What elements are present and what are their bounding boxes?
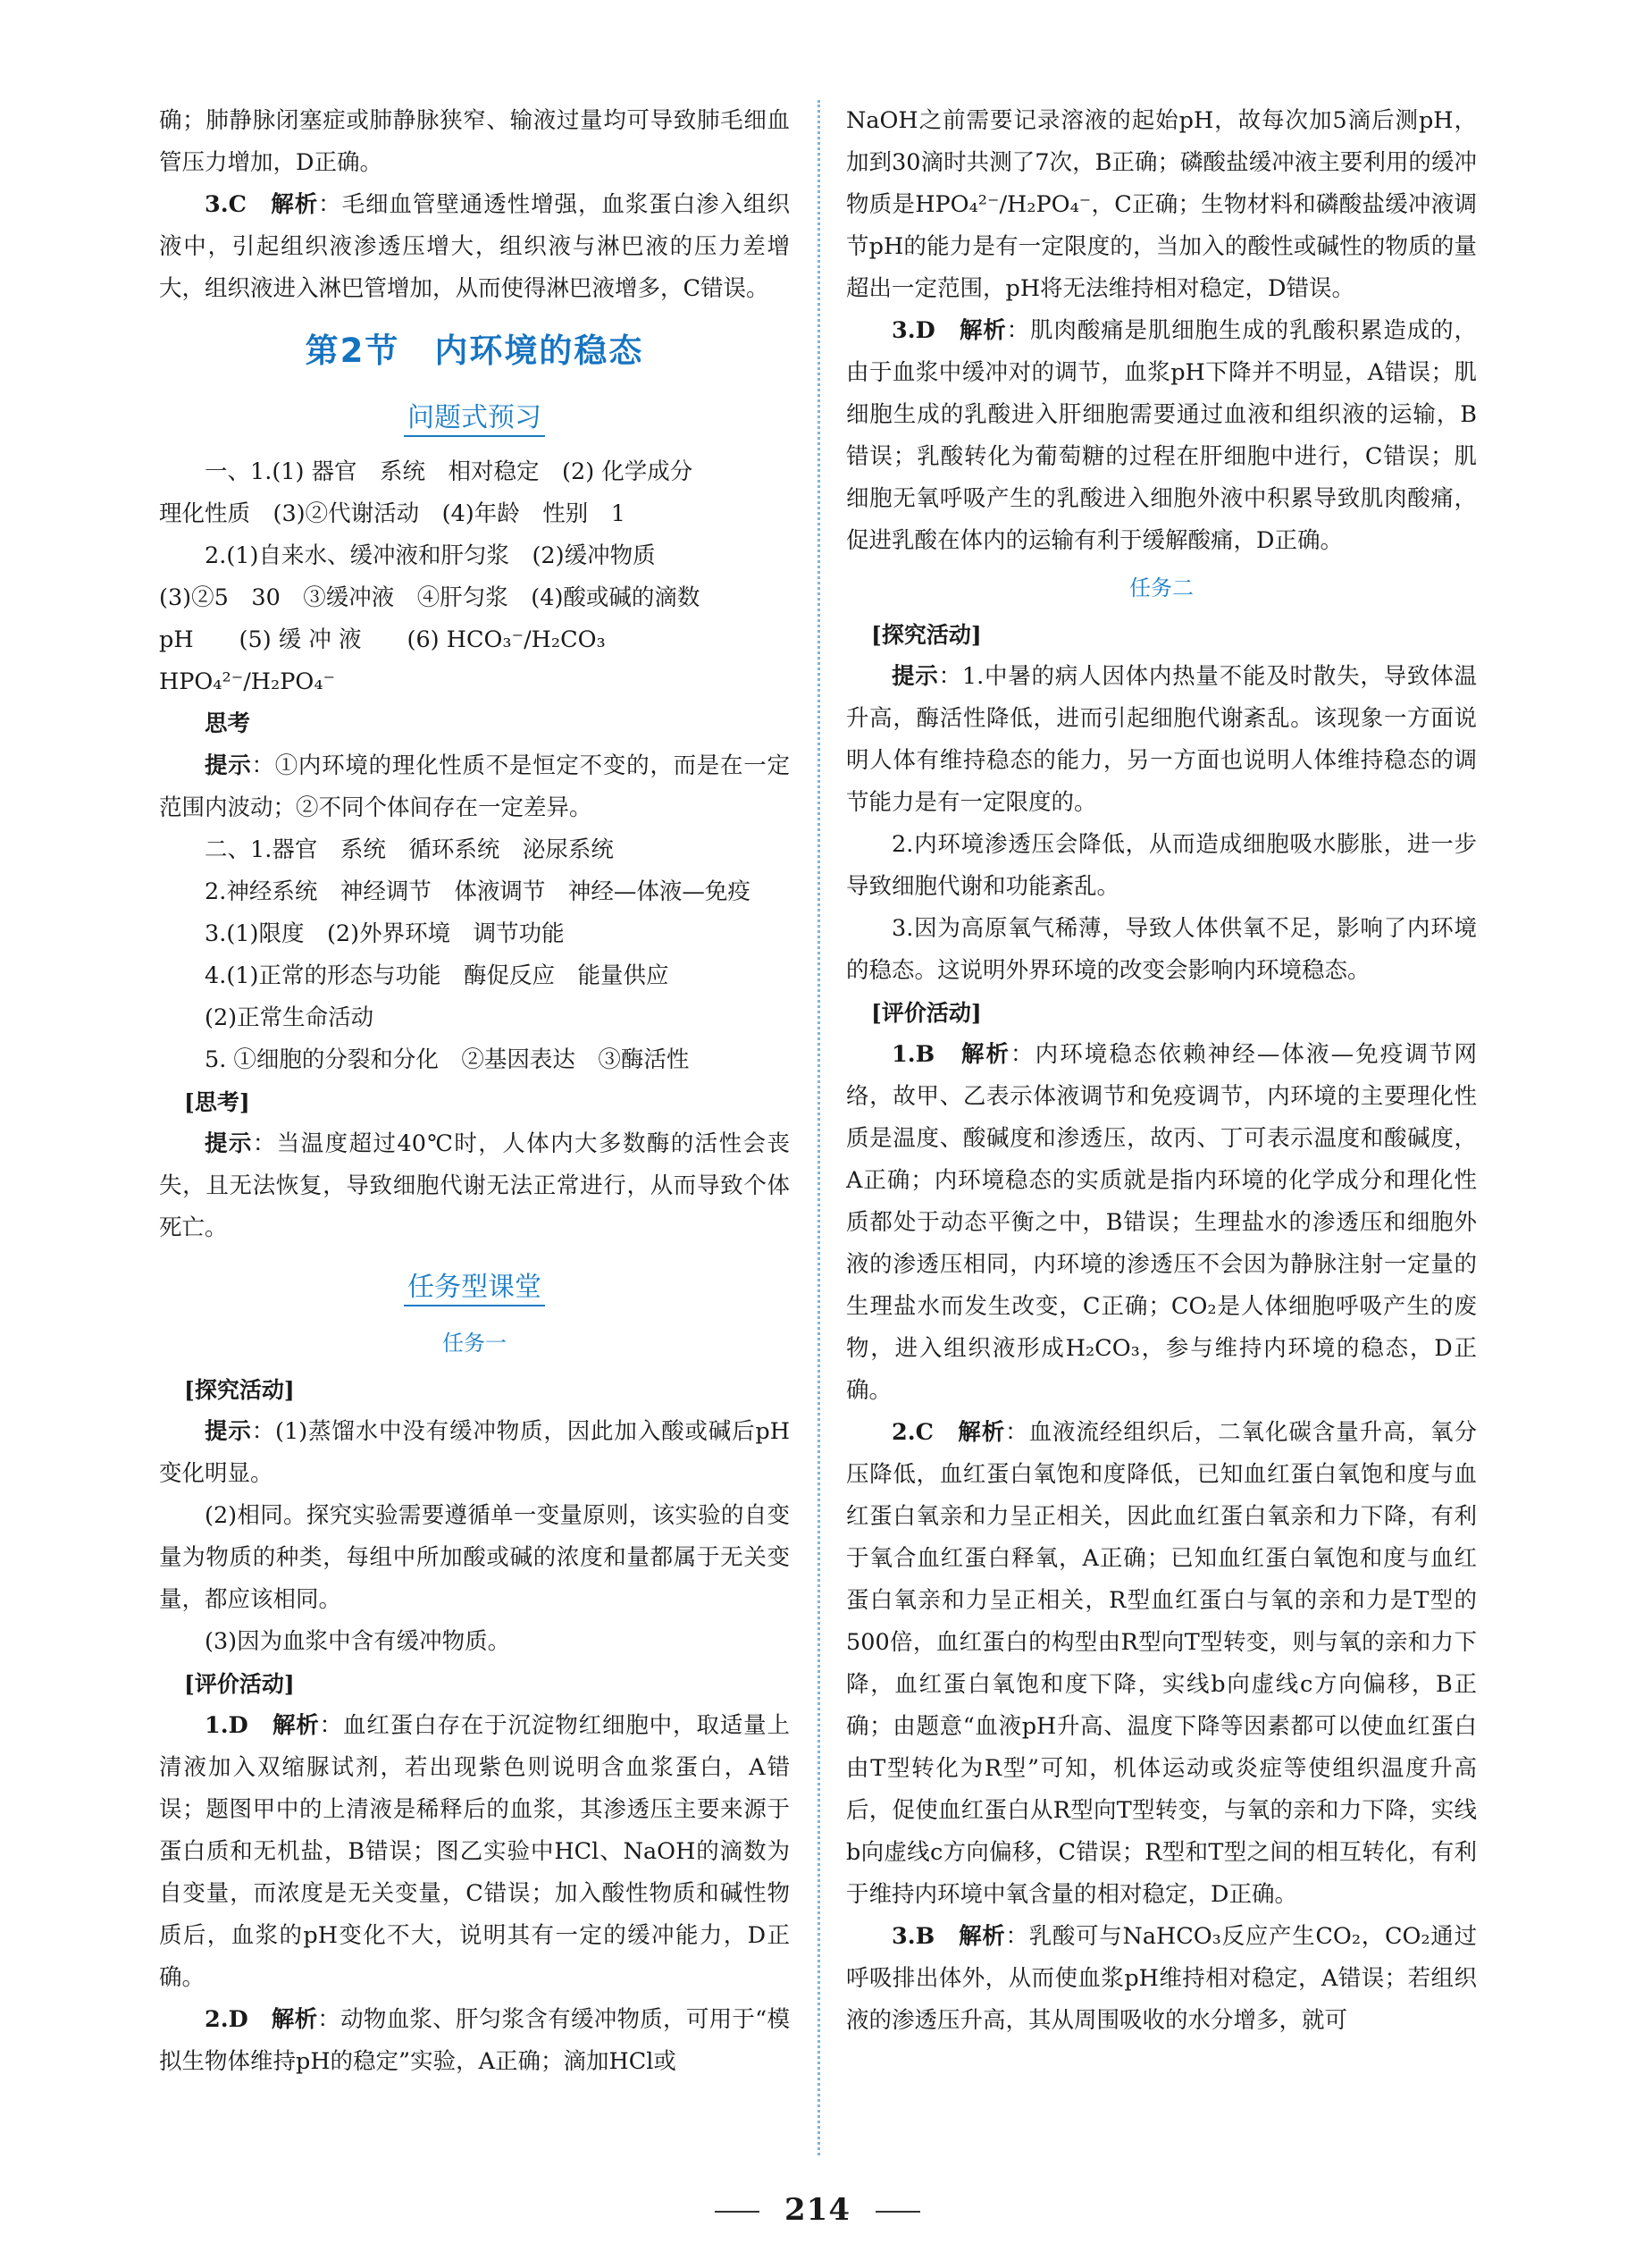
hint-label: 提示 — [205, 1130, 253, 1157]
page-number: 214 — [784, 2192, 851, 2228]
hint-paragraph: (2)相同。探究实验需要遵循单一变量原则，该实验的自变量为物质的种类，每组中所加酸或碱的浓度和量都属于无关变量，都应该相同。 — [159, 1502, 790, 1613]
answer-number: 1.B — [892, 1041, 935, 1068]
answer-text: ：乳酸可与NaHCO₃反应产生CO₂，CO₂通过呼吸排出体外，从而使血浆pH维持相对稳定，A错误；若组织液的渗透压升高，其从周围吸收的水分增多，就可 — [846, 1923, 1477, 2034]
answer-number: 2.C — [892, 1419, 934, 1446]
answer-line: 4.(1)正常的形态与功能 酶促反应 能量供应 — [205, 962, 669, 989]
answer-line: 理化性质 (3)②代谢活动 (4)年龄 性别 1 — [159, 500, 625, 527]
answer-line: 5. ①细胞的分裂和分化 ②基因表达 ③酶活性 — [205, 1046, 690, 1073]
subtitle-classroom — [159, 1265, 790, 1310]
footer-rule — [715, 2211, 759, 2213]
subtitle-text: 任务型课堂 — [404, 1272, 545, 1306]
column-divider — [818, 100, 820, 2155]
explore-heading: [探究活动] — [871, 622, 982, 648]
hint-label: 提示 — [892, 663, 939, 690]
answer-line: 2.神经系统 神经调节 体液调节 神经—体液—免疫 — [205, 878, 750, 905]
eval-heading: [评价活动] — [871, 1000, 982, 1026]
answer-line: 一、1.(1) 器官 系统 相对稳定 (2) 化学成分 — [205, 458, 693, 485]
answer-3c — [159, 184, 790, 310]
answer-line: 二、1.器官 系统 循环系统 泌尿系统 — [205, 836, 614, 863]
subtitle-preview — [159, 396, 790, 441]
analysis-label: 解析 — [271, 2006, 318, 2033]
answer-text: ：内环境稳态依赖神经—体液—免疫调节网络，故甲、乙表示体液调节和免疫调节，内环境的主要理化性质是温度、酸碱度和渗透压，故丙、丁可表示温度和酸碱度，A正确；内环境稳态的实质就是指内环境的化学成分和理化性质都处于动态平衡之中，B错误；生理盐水的渗透压和细胞外液的渗透压相同，内环境的渗透压不会因为静脉注射一定量的生理盐水而发生改变，C正确；CO₂是人体细胞呼吸产生的废物，进入组织液形成H₂CO₃，参与维持内环境的稳态，D正确。 — [846, 1041, 1477, 1404]
analysis-label: 解析 — [959, 1923, 1006, 1950]
left-column — [159, 100, 790, 2083]
subtitle-text: 问题式预习 — [404, 402, 545, 437]
answer-1b — [846, 1034, 1477, 1412]
answer-number: 3.D — [892, 317, 935, 344]
answer-1d — [159, 1705, 790, 1999]
analysis-label: 解析 — [271, 191, 319, 218]
answer-text: ：毛细血管壁通透性增强，血浆蛋白渗入组织液中，引起组织液渗透压增大，组织液与淋巴液的压力差增大，组织液进入淋巴管增加，从而使得淋巴液增多，C错误。 — [159, 191, 790, 302]
answer-line: HPO₄²⁻/H₂PO₄⁻ — [159, 668, 336, 695]
task-title: 任务一 — [442, 1331, 507, 1356]
answer-line: (3)②5 30 ③缓冲液 ④肝匀浆 (4)酸或碱的滴数 — [159, 584, 700, 611]
hint-paragraph — [159, 1411, 790, 1495]
answer-line: (2)正常生命活动 — [205, 1004, 374, 1031]
analysis-label: 解析 — [958, 1419, 1006, 1446]
hint-text: ：当温度超过40℃时，人体内大多数酶的活性会丧失，且无法恢复，导致细胞代谢无法正常进行，从而导致个体死亡。 — [159, 1130, 790, 1241]
answer-line: pH (5) 缓 冲 液 (6) HCO₃⁻/H₂CO₃ — [159, 626, 606, 653]
hint-paragraph: 2.内环境渗透压会降低，从而造成细胞吸水膨胀，进一步导致细胞代谢和功能紊乱。 — [846, 831, 1477, 900]
task-title: 任务二 — [1129, 575, 1194, 601]
answer-text: ：血液流经组织后，二氧化碳含量升高，氧分压降低，血红蛋白氧饱和度降低，已知血红蛋白氧饱和度与血红蛋白氧亲和力呈正相关，因此血红蛋白氧亲和力下降，有利于氧合血红蛋白释氧，A正确；已知血红蛋白氧饱和度与血红蛋白氧亲和力呈正相关，R型血红蛋白与氧的亲和力是T型的500倍，血红蛋白的构型由R型向T型转变，则与氧的亲和力下降，血红蛋白氧饱和度下降，实线b向虚线c方向偏移，B正确；由题意“血液pH升高、温度下降等因素都可以使血红蛋白由T型转化为R型”可知，机体运动或炎症等使组织温度升高后，促使血红蛋白从R型向T型转变，与氧的亲和力下降，实线b向虚线c方向偏移，C错误；R型和T型之间的相互转化，有利于维持内环境中氧含量的相对稳定，D正确。 — [846, 1419, 1477, 1908]
hint-label: 提示 — [205, 752, 252, 779]
analysis-label: 解析 — [272, 1712, 320, 1739]
explore-heading: [探究活动] — [184, 1377, 295, 1403]
think-heading: 思考 — [205, 710, 251, 737]
answer-2d — [159, 1999, 790, 2083]
answer-number: 2.D — [205, 2006, 248, 2033]
hint-paragraph — [159, 745, 790, 829]
paragraph: NaOH之前需要记录溶液的起始pH，故每次加5滴后测pH，加到30滴时共测了7次，B正确；磷酸盐缓冲液主要利用的缓冲物质是HPO₄²⁻/H₂PO₄⁻，C正确；生物材料和磷酸盐缓冲液调节pH的能力是有一定限度的，当加入的酸性或碱性的物质的量超出一定范围，pH将无法维持相对稳定，D错误。 — [846, 107, 1477, 302]
think-heading: [思考] — [184, 1089, 250, 1115]
answer-2c — [846, 1412, 1477, 1916]
answer-3d — [846, 310, 1477, 562]
answer-line: 3.(1)限度 (2)外界环境 调节功能 — [205, 920, 565, 947]
paragraph: 确；肺静脉闭塞症或肺静脉狭窄、输液过量均可导致肺毛细血管压力增加，D正确。 — [159, 107, 790, 176]
page-footer — [0, 2192, 1635, 2228]
analysis-label: 解析 — [960, 1041, 1011, 1068]
right-column — [846, 100, 1477, 2042]
section-title: 第2节 内环境的稳态 — [305, 332, 644, 370]
hint-paragraph — [159, 1123, 790, 1249]
answer-number: 3.B — [892, 1923, 935, 1950]
hint-text: ：(1)蒸馏水中没有缓冲物质，因此加入酸或碱后pH变化明显。 — [159, 1418, 790, 1487]
hint-text: ：①内环境的理化性质不是恒定不变的，而是在一定范围内波动；②不同个体间存在一定差异。 — [159, 752, 790, 821]
answer-line: 2.(1)自来水、缓冲液和肝匀浆 (2)缓冲物质 — [205, 542, 656, 569]
hint-label: 提示 — [205, 1418, 252, 1445]
hint-paragraph: (3)因为血浆中含有缓冲物质。 — [205, 1628, 511, 1655]
answer-text: ：肌肉酸痛是肌细胞生成的乳酸积累造成的，由于血浆中缓冲对的调节，血浆pH下降并不明显，A错误；肌细胞生成的乳酸进入肝细胞需要通过血液和组织液的运输，B错误；乳酸转化为葡萄糖的过程在肝细胞中进行，C错误；肌细胞无氧呼吸产生的乳酸进入细胞外液中积累导致肌肉酸痛，促进乳酸在体内的运输有利于缓解酸痛，D正确。 — [846, 317, 1477, 554]
answer-text: ：动物血浆、肝匀浆含有缓冲物质，可用于“模拟生物体维持pH的稳定”实验，A正确；滴加HCl或 — [159, 2006, 790, 2075]
answer-number: 3.C — [205, 191, 247, 218]
eval-heading: [评价活动] — [184, 1671, 295, 1697]
hint-text: ：1.中暑的病人因体内热量不能及时散失，导致体温升高，酶活性降低，进而引起细胞代谢紊乱。该现象一方面说明人体有维持稳态的能力，另一方面也说明人体维持稳态的调节能力是有一定限度的。 — [846, 663, 1477, 816]
hint-paragraph: 3.因为高原氧气稀薄，导致人体供氧不足，影响了内环境的稳态。这说明外界环境的改变会影响内环境稳态。 — [846, 915, 1477, 984]
answer-3b — [846, 1916, 1477, 2042]
footer-rule — [876, 2211, 920, 2213]
analysis-label: 解析 — [959, 317, 1007, 344]
answer-text: ：血红蛋白存在于沉淀物红细胞中，取适量上清液加入双缩脲试剂，若出现紫色则说明含血浆蛋白，A错误；题图甲中的上清液是稀释后的血浆，其渗透压主要来源于蛋白质和无机盐，B错误；图乙实验中HCl、NaOH的滴数为自变量，而浓度是无关变量，C错误；加入酸性物质和碱性物质后，血浆的pH变化不大，说明其有一定的缓冲能力，D正确。 — [159, 1712, 790, 1991]
hint-paragraph — [846, 656, 1477, 824]
answer-number: 1.D — [205, 1712, 248, 1739]
